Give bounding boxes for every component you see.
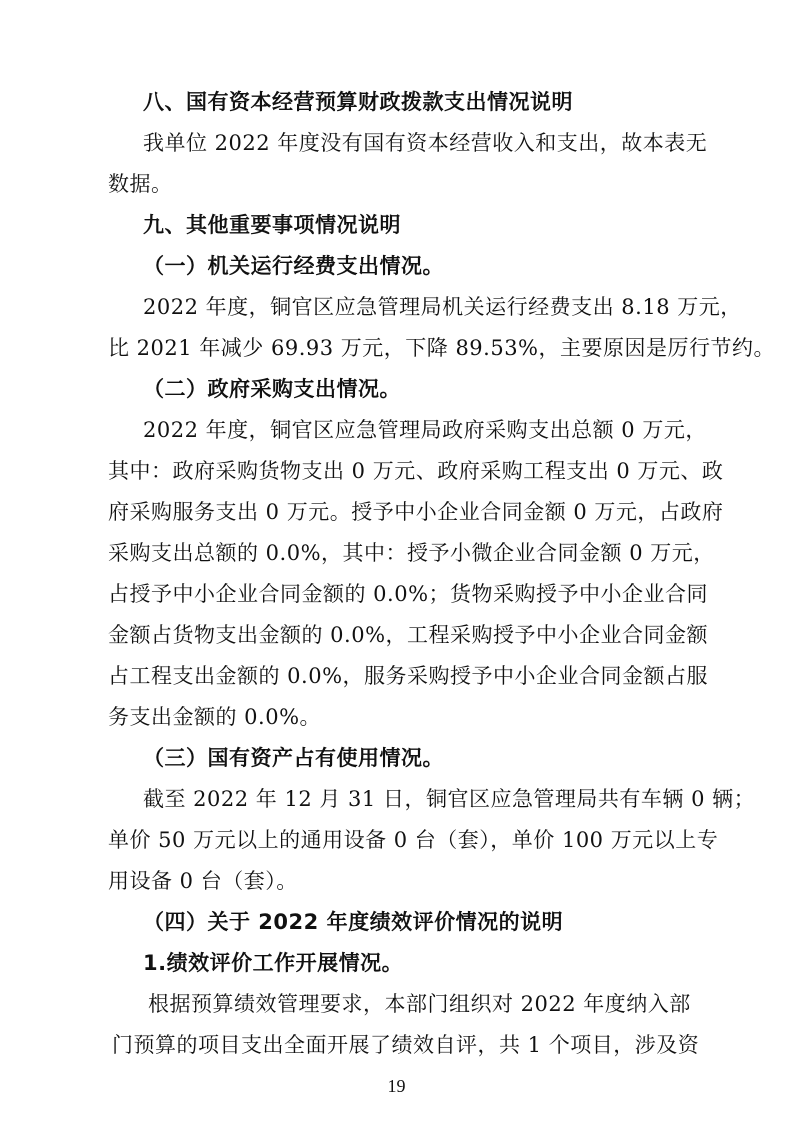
paragraph-line: 单价 50 万元以上的通用设备 0 台（套），单价 100 万元以上专 [108, 828, 719, 852]
paragraph-line: 占授予中小企业合同金额的 0.0%；货物采购授予中小企业合同 [108, 582, 709, 606]
paragraph-line: 务支出金额的 0.0%。 [108, 705, 322, 729]
paragraph-line: 门预算的项目支出全面开展了绩效自评，共 1 个项目，涉及资 [112, 1033, 700, 1057]
paragraph-line: 数据。 [108, 172, 173, 196]
paragraph-line: 用设备 0 台（套）。 [108, 869, 298, 893]
paragraph-line: 截至 2022 年 12 月 31 日，铜官区应急管理局共有车辆 0 辆； [143, 787, 756, 811]
paragraph-line: 2022 年度，铜官区应急管理局政府采购支出总额 0 万元， [143, 418, 707, 442]
subsection-2-heading: （二）政府采购支出情况。 [143, 377, 401, 401]
paragraph-line: 府采购服务支出 0 万元。授予中小企业合同金额 0 万元，占政府 [108, 500, 724, 524]
paragraph-line: 采购支出总额的 0.0%，其中：授予小微企业合同金额 0 万元， [108, 541, 715, 565]
page-number: 19 [387, 1076, 406, 1096]
paragraph-line: 2022 年度，铜官区应急管理局机关运行经费支出 8.18 万元， [143, 295, 742, 319]
paragraph-line: 我单位 2022 年度没有国有资本经营收入和支出，故本表无 [143, 131, 708, 155]
subsection-4-heading: （四）关于 2022 年度绩效评价情况的说明 [143, 910, 564, 934]
section-9-heading: 九、其他重要事项情况说明 [143, 213, 401, 237]
paragraph-line: 根据预算绩效管理要求，本部门组织对 2022 年度纳入部 [148, 992, 691, 1016]
section-8-heading: 八、国有资本经营预算财政拨款支出情况说明 [143, 90, 573, 114]
paragraph-line: 金额占货物支出金额的 0.0%，工程采购授予中小企业合同金额 [108, 623, 709, 647]
paragraph-line: 比 2021 年减少 69.93 万元，下降 89.53%，主要原因是厉行节约。 [108, 336, 776, 360]
subsection-1-heading: （一）机关运行经费支出情况。 [143, 254, 444, 278]
paragraph-line: 占工程支出金额的 0.0%，服务采购授予中小企业合同金额占服 [108, 664, 709, 688]
paragraph-line: 其中：政府采购货物支出 0 万元、政府采购工程支出 0 万元、政 [108, 459, 724, 483]
subsection-4-1-heading: 1.绩效评价工作开展情况。 [143, 951, 404, 975]
subsection-3-heading: （三）国有资产占有使用情况。 [143, 746, 444, 770]
